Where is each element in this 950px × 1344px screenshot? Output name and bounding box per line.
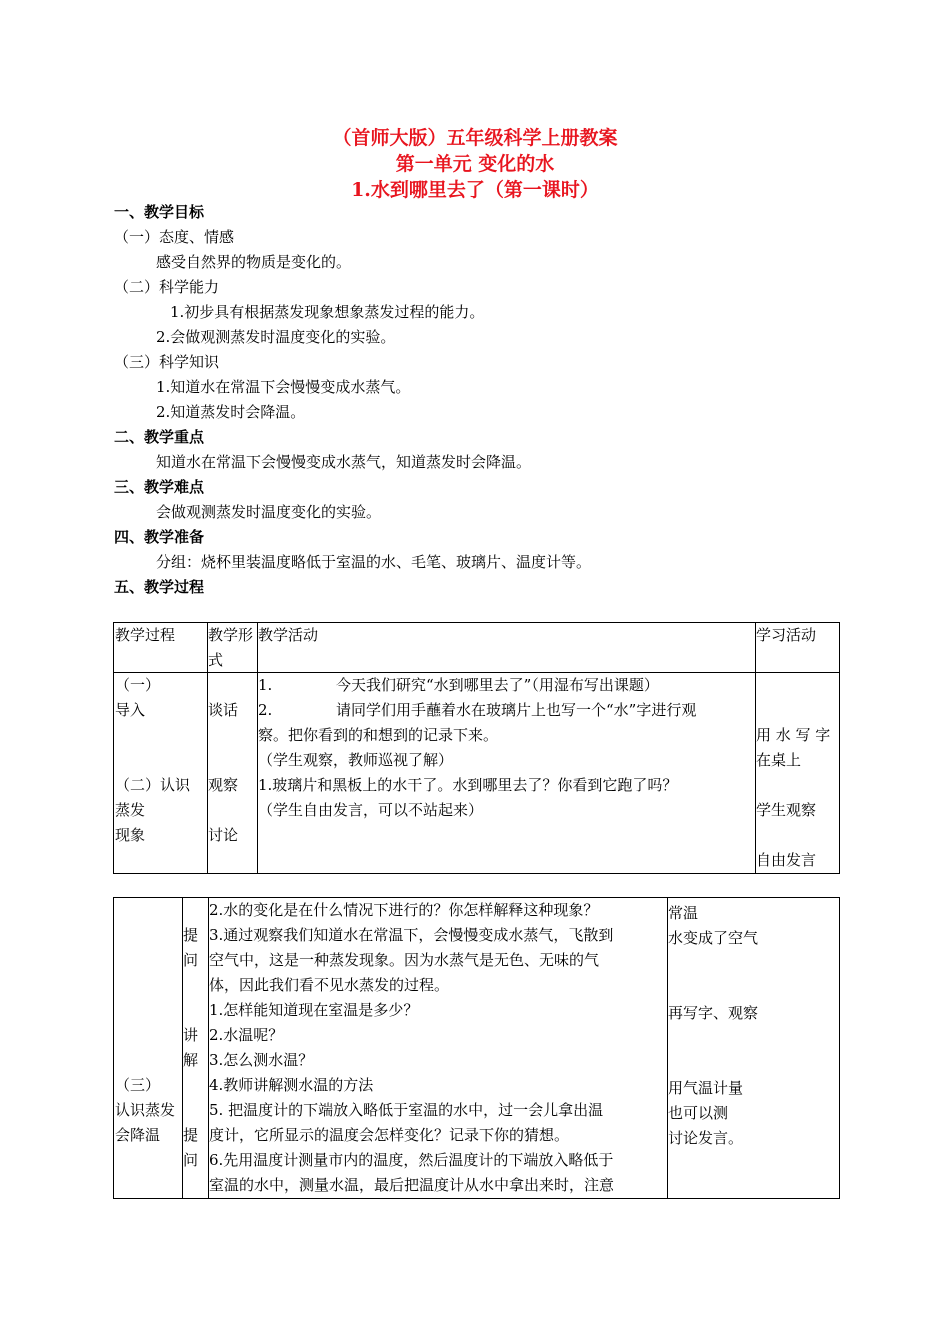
process-step-1-name: 导入 <box>115 701 146 719</box>
cell-text-line: 教学形 <box>208 626 254 644</box>
cell-text-line: 3.通过观察我们知道水在常温下，会慢慢变成水蒸气，飞散到 <box>209 926 614 944</box>
cell-text-line: 观察 <box>208 776 239 794</box>
cell-text-line: 讨论 <box>208 826 239 844</box>
process-table-1 <box>113 622 840 874</box>
unit-title: 第一单元 变化的水 <box>395 153 555 175</box>
cell-text-line: 也可以测 <box>668 1104 729 1122</box>
subsection-ability: （二）科学能力 <box>114 278 220 296</box>
process-step-2: （二）认识 <box>115 776 191 794</box>
ability-item-1: 1.初步具有根据蒸发现象想象蒸发过程的能力。 <box>170 303 485 321</box>
difficulties-text: 会做观测蒸发时温度变化的实验。 <box>156 503 382 521</box>
cell-text-line: 学生观察 <box>756 801 817 819</box>
cell-text-line: 问 <box>183 1151 199 1169</box>
lesson-title: 1.水到哪里去了（第一课时） <box>351 179 599 201</box>
cell-text-line: 自由发言 <box>756 851 817 869</box>
section-heading-preparation: 四、教学准备 <box>114 528 205 546</box>
cell-text-line: 今天我们研究“水到哪里去了”（用湿布写出课题） <box>336 676 659 694</box>
cell-text-line: （学生观察，教师巡视了解） <box>258 751 454 769</box>
cell-text-line: 在桌上 <box>756 751 802 769</box>
cell-text-line: 教学活动 <box>258 626 319 644</box>
header-form <box>208 623 258 673</box>
subsection-knowledge: （三）科学知识 <box>114 353 220 371</box>
cell-text-line: 教学过程 <box>115 626 176 644</box>
key-points-text: 知道水在常温下会慢慢变成水蒸气，知道蒸发时会降温。 <box>156 453 532 471</box>
cell-text-line: 常温 <box>668 904 699 922</box>
subsection-attitude: （一）态度、情感 <box>114 228 235 246</box>
cell-text-line: 空气中，这是一种蒸发现象。因为水蒸气是无色、无味的气 <box>209 951 600 969</box>
cell-text-line: 2. <box>258 701 273 719</box>
activity-cell <box>258 673 756 874</box>
cell-text-line: 再写字、观察 <box>668 1004 759 1022</box>
section-heading-key-points: 二、教学重点 <box>114 428 205 446</box>
cell-text-line: 会降温 <box>115 1126 161 1144</box>
ability-item-2: 2.会做观测蒸发时温度变化的实验。 <box>156 328 396 346</box>
cell-text-line: 讲 <box>183 1026 199 1044</box>
form-cell <box>208 673 258 874</box>
cell-text-line: 3.怎么测水温？ <box>209 1051 314 1069</box>
cell-text-line: 水变成了空气 <box>668 929 759 947</box>
cell-text-line: 度计，它所显示的温度会怎样变化？记录下你的猜想。 <box>209 1126 570 1144</box>
cell-text-line: 1.怎样能知道现在室温是多少？ <box>209 1001 419 1019</box>
cell-text-line: 请同学们用手蘸着水在玻璃片上也写一个“水”字进行观 <box>336 701 697 719</box>
cell-text-line: 提 <box>183 926 199 944</box>
cell-text-line: 5. 把温度计的下端放入略低于室温的水中，过一会儿拿出温 <box>209 1101 604 1119</box>
activity-cell <box>209 898 668 1199</box>
process-cell <box>114 898 183 1199</box>
study-cell <box>668 898 840 1199</box>
cell-text-line: 提 <box>183 1126 199 1144</box>
cell-text-line: 现象 <box>115 826 146 844</box>
cell-text-line: 学习活动 <box>756 626 817 644</box>
cell-text-line: 2.水的变化是在什么情况下进行的？你怎样解释这种现象？ <box>209 901 599 919</box>
cell-text-line: 1.玻璃片和黑板上的水干了。水到哪里去了？你看到它跑了吗？ <box>258 776 678 794</box>
cell-text-line: 蒸发 <box>115 801 146 819</box>
study-cell <box>756 673 840 874</box>
cell-text-line: （学生自由发言，可以不站起来） <box>258 801 484 819</box>
section-heading-objectives: 一、教学目标 <box>114 203 205 221</box>
form-cell <box>183 898 209 1199</box>
process-step-3: （三） <box>115 1076 161 1094</box>
attitude-text: 感受自然界的物质是变化的。 <box>156 253 352 271</box>
knowledge-item-1: 1.知道水在常温下会慢慢变成水蒸气。 <box>156 378 411 396</box>
section-heading-difficulties: 三、教学难点 <box>114 478 205 496</box>
cell-text-line: 解 <box>183 1051 199 1069</box>
section-heading-process: 五、教学过程 <box>114 578 205 596</box>
process-step-3-name: 认识蒸发 <box>115 1101 176 1119</box>
preparation-text: 分组：烧杯里装温度略低于室温的水、毛笔、玻璃片、温度计等。 <box>156 553 592 571</box>
header-activity <box>258 623 756 673</box>
knowledge-item-2: 2.知道蒸发时会降温。 <box>156 403 306 421</box>
cell-text-line: 用气温计量 <box>668 1079 744 1097</box>
process-cell <box>114 673 208 874</box>
cell-text-line: 1. <box>258 676 273 694</box>
cell-text-line: 体，因此我们看不见水蒸发的过程。 <box>209 976 450 994</box>
process-table-2 <box>113 897 840 1199</box>
cell-text-line: 式 <box>208 651 224 669</box>
cell-text-line: 室温的水中，测量水温，最后把温度计从水中拿出来时，注意 <box>209 1176 615 1194</box>
header-study <box>756 623 840 673</box>
cell-text-line: 问 <box>183 951 199 969</box>
cell-text-line: 用 水 写 字 <box>756 726 831 744</box>
process-step-1: （一） <box>115 676 161 694</box>
cell-text-line: 2.水温呢？ <box>209 1026 284 1044</box>
cell-text-line: 讨论发言。 <box>668 1129 744 1147</box>
cell-text-line: 4.教师讲解测水温的方法 <box>209 1076 374 1094</box>
header-process <box>114 623 208 673</box>
doc-title: （首师大版）五年级科学上册教案 <box>332 127 618 149</box>
cell-text-line: 6.先用温度计测量市内的温度，然后温度计的下端放入略低于 <box>209 1151 614 1169</box>
cell-text-line: 察。把你看到的和想到的记录下来。 <box>258 726 499 744</box>
cell-text-line: 谈话 <box>208 701 239 719</box>
